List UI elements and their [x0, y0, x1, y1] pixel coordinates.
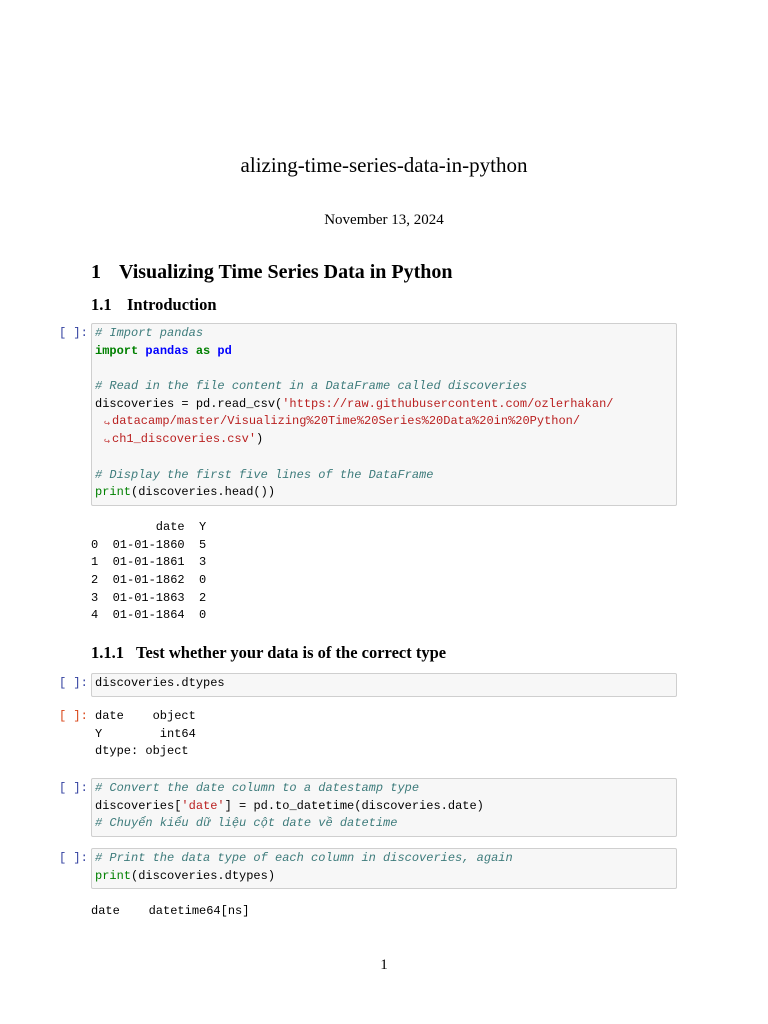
code-comment: # Print the data type of each column in discoveries, again [95, 851, 513, 865]
code-comment: # Import pandas [95, 326, 204, 340]
output-line: date Y [91, 520, 207, 534]
subsection-number: 1.1 [91, 295, 112, 314]
code-builtin: print [95, 485, 132, 500]
code-line [95, 396, 672, 414]
code-line [95, 343, 672, 361]
document-title: alizing-time-series-data-in-python [240, 153, 528, 177]
code-line [95, 484, 672, 502]
code-input-area [91, 778, 677, 837]
code-text: discoveries = pd.read_csv( [95, 396, 283, 411]
code-text: (discoveries.dtypes) [131, 868, 276, 883]
code-line [95, 378, 672, 396]
output-line: Y int64 [95, 726, 196, 741]
input-prompt: [ ]: [59, 326, 88, 340]
code-line [95, 413, 672, 431]
output-line: 0 01-01-1860 5 [91, 537, 207, 552]
code-builtin: print [95, 868, 132, 883]
code-line [95, 675, 672, 693]
code-line [95, 325, 672, 343]
output-line: date datetime64[ns] [91, 904, 250, 918]
subsubsection-title: Test whether your data is of the correct type [136, 643, 447, 662]
code-string: 'date' [181, 798, 225, 813]
code-keyword: as [195, 343, 211, 358]
subsection-heading [91, 295, 217, 315]
code-line [95, 850, 672, 868]
cell-output [91, 903, 249, 921]
code-string: 'https://raw.githubusercontent.com/ozlerhakan/ [282, 396, 614, 411]
code-module-name: pandas [138, 343, 196, 358]
output-prompt: [ ]: [59, 709, 88, 723]
line-wrap-arrow-icon: ↪ [103, 419, 110, 431]
cell-output [91, 519, 206, 625]
code-module-name: pd [210, 343, 232, 358]
code-line [95, 868, 672, 886]
code-line [95, 467, 672, 485]
output-line: date object [95, 709, 196, 723]
output-line: 4 01-01-1864 0 [91, 608, 207, 623]
subsubsection-number: 1.1.1 [91, 643, 124, 662]
code-line [95, 815, 672, 833]
output-line: 1 01-01-1861 3 [91, 555, 207, 570]
output-line: 2 01-01-1862 0 [91, 573, 207, 588]
code-input-area [91, 323, 677, 506]
code-text: ) [256, 432, 264, 447]
subsubsection-heading [91, 643, 446, 663]
input-prompt: [ ]: [59, 676, 88, 690]
code-comment: # Chuyển kiểu dữ liệu cột date về datetime [95, 816, 398, 831]
code-line [95, 780, 672, 798]
output-line: dtype: object [95, 744, 189, 759]
code-line [95, 798, 672, 816]
page-number: 1 [380, 957, 388, 973]
code-input-area [91, 848, 677, 889]
subsection-title: Introduction [127, 295, 217, 314]
code-comment: # Read in the file content in a DataFrame called discoveries [95, 379, 528, 394]
code-text: discoveries.dtypes [95, 676, 225, 690]
section-number: 1 [91, 261, 101, 283]
code-text: discoveries[ [95, 798, 182, 813]
code-string: datacamp/master/Visualizing%20Time%20Series%20Data%20in%20Python/ [112, 414, 581, 429]
code-text: ] = pd.to_datetime(discoveries.date) [224, 798, 484, 813]
code-comment: # Convert the date column to a datestamp type [95, 781, 420, 795]
code-keyword: import [95, 343, 139, 358]
output-line: 3 01-01-1863 2 [91, 590, 207, 605]
section-title: Visualizing Time Series Data in Python [119, 261, 453, 283]
line-wrap-arrow-icon: ↪ [103, 437, 110, 449]
code-string: ch1_discoveries.csv' [112, 432, 257, 447]
code-line [95, 360, 672, 378]
code-line [95, 431, 672, 449]
document-date: November 13, 2024 [324, 212, 444, 228]
code-input-area [91, 673, 677, 697]
code-line [95, 449, 672, 467]
code-text: (discoveries.head()) [131, 485, 276, 500]
section-heading [91, 260, 453, 284]
input-prompt: [ ]: [59, 851, 88, 865]
output-text [95, 708, 196, 761]
code-comment: # Display the first five lines of the DataFrame [95, 467, 434, 482]
input-prompt: [ ]: [59, 781, 88, 795]
